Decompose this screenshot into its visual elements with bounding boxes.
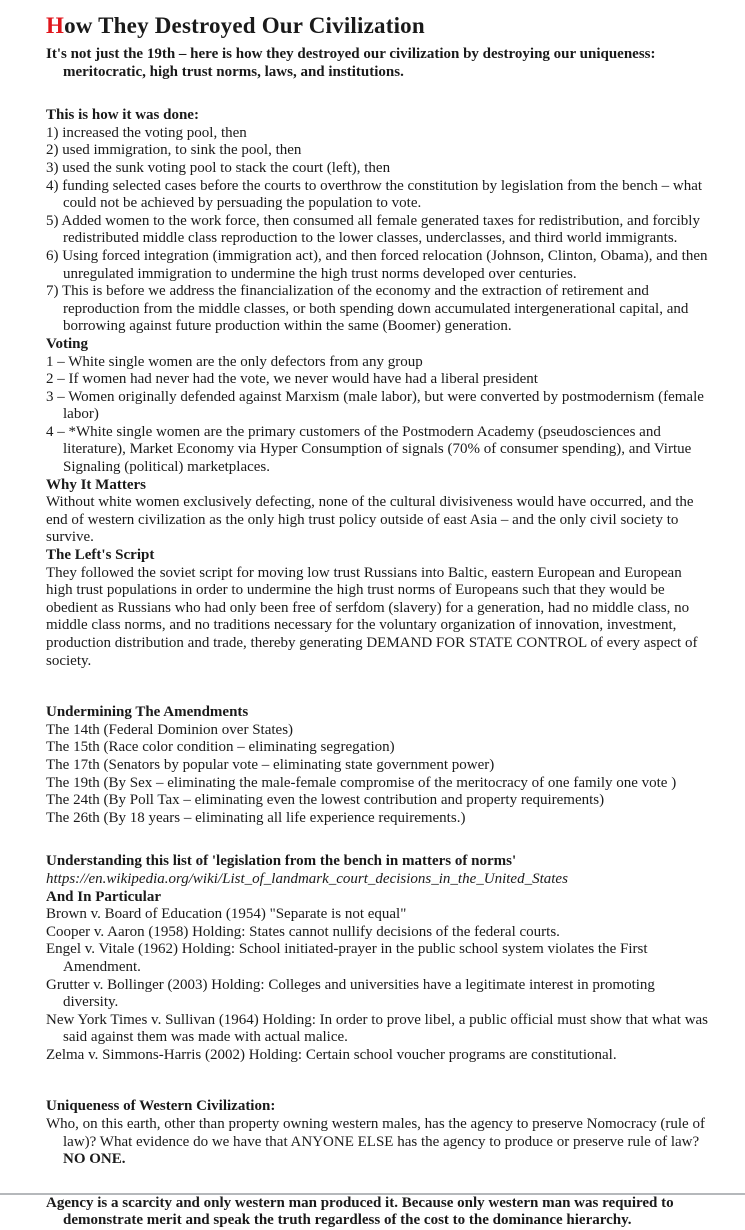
- case-item: Cooper v. Aaron (1958) Holding: States cannot nullify decisions of the federal courts.: [46, 923, 560, 940]
- list-item: 2) used immigration, to sink the pool, then: [46, 142, 302, 159]
- why-it-matters-heading: Why It Matters: [46, 476, 146, 493]
- spacer: [46, 1169, 712, 1195]
- section-voting: [46, 336, 712, 477]
- section-amendments: [46, 704, 712, 827]
- section-court-decisions: [46, 853, 712, 1064]
- amendment-item: The 14th (Federal Dominion over States): [46, 721, 294, 738]
- list-item: 3) used the sunk voting pool to stack the court (left), then: [46, 159, 391, 176]
- understanding-heading: Understanding this list of 'legislation from the bench in matters of norms': [46, 853, 517, 870]
- title-text: ow They Destroyed Our Civilization: [64, 13, 425, 38]
- spacer: [46, 1064, 712, 1098]
- case-item: Grutter v. Bollinger (2003) Holding: Colleges and universities have a legitimate interest in promoting diversity.: [46, 976, 655, 1011]
- document-title: [46, 12, 712, 40]
- how-done-heading: This is how it was done:: [46, 107, 199, 124]
- section-how-it-was-done: [46, 107, 712, 336]
- bottom-border-line: [0, 1193, 745, 1195]
- amendment-item: The 17th (Senators by popular vote – eliminating state government power): [46, 756, 495, 773]
- spacer: [46, 827, 712, 853]
- case-item: Engel v. Vitale (1962) Holding: School initiated-prayer in the public school system violates the First Amendment.: [46, 941, 648, 975]
- voting-item: 4 – *White single women are the primary customers of the Postmodern Academy (pseudosciences and literature), Market Economy via Hyper Consumption of signals (70% of consumer spending), and Virtue Signaling (political) marketplaces.: [46, 423, 692, 476]
- list-item: 7) This is before we address the financialization of the economy and the extraction of retirement and reproduction from the middle classes, or both spending down accumulated intergenerational capital, and borrowing against future production within the same (Boomer) generation.: [46, 283, 689, 335]
- wikipedia-link[interactable]: https://en.wikipedia.org/wiki/List_of_landmark_court_decisions_in_the_United_States: [46, 870, 568, 887]
- list-item: 6) Using forced integration (immigration act), and then forced relocation (Johnson, Clinton, Obama), and then unregulated immigration to undermine the high trust norms developed over centuries.: [46, 247, 708, 282]
- intro-paragraph: It's not just the 19th – here is how they destroyed our civilization by destroying our uniqueness: meritocratic, high trust norms, laws, and institutions.: [46, 46, 656, 80]
- case-item: Zelma v. Simmons-Harris (2002) Holding: Certain school voucher programs are constitutional.: [46, 1046, 617, 1063]
- uniqueness-body-text: Who, on this earth, other than property owning western males, has the agency to preserve Nomocracy (rule of law)? What evidence do we have that ANYONE ELSE has the agency to produce or preserve rule of law?: [46, 1116, 705, 1150]
- section-why-it-matters: [46, 477, 712, 547]
- voting-heading: Voting: [46, 335, 88, 352]
- amendment-item: The 26th (By 18 years – eliminating all life experience requirements.): [46, 809, 466, 826]
- no-one-emphasis: NO ONE.: [63, 1151, 126, 1168]
- section-lefts-script: [46, 547, 712, 670]
- spacer: [46, 670, 712, 704]
- why-it-matters-paragraph: Without white women exclusively defecting, none of the cultural divisiveness would have occurred, and the end of western civilization as the only high trust policy outside of east Asia – and the only civil society to survive.: [46, 494, 694, 546]
- list-item: 5) Added women to the work force, then consumed all female generated taxes for redistribution, and forcibly redistributed middle class reproduction to the lower classes, underclasses, and third world immigrants.: [46, 212, 700, 247]
- uniqueness-paragraph: [46, 1116, 712, 1169]
- title-accent-letter: H: [46, 13, 65, 38]
- case-item: New York Times v. Sullivan (1964) Holding: In order to prove libel, a public official must show that what was said against them was made with actual malice.: [46, 1011, 709, 1046]
- and-in-particular-heading: And In Particular: [46, 888, 162, 905]
- case-item: Brown v. Board of Education (1954) "Separate is not equal": [46, 906, 407, 923]
- voting-item: 2 – If women had never had the vote, we never would have had a liberal president: [46, 371, 538, 388]
- amendment-item: The 19th (By Sex – eliminating the male-female compromise of the meritocracy of one family one vote ): [46, 774, 677, 791]
- list-item: 4) funding selected cases before the courts to overthrow the constitution by legislation from the bench – what could not be achieved by persuading the population to vote.: [46, 177, 703, 212]
- uniqueness-heading: Uniqueness of Western Civilization:: [46, 1098, 276, 1115]
- amendments-heading: Undermining The Amendments: [46, 704, 249, 721]
- closing-paragraph: Agency is a scarcity and only western man produced it. Because only western man was required to demonstrate merit and speak the truth regardless of the cost to the dominance hierarchy.: [46, 1194, 674, 1229]
- spacer: [46, 81, 712, 107]
- list-item: 1) increased the voting pool, then: [46, 124, 247, 141]
- amendment-item: The 15th (Race color condition – eliminating segregation): [46, 739, 395, 756]
- voting-item: 3 – Women originally defended against Marxism (male labor), but were converted by postmodernism (female labor): [46, 388, 704, 423]
- voting-item: 1 – White single women are the only defectors from any group: [46, 353, 423, 370]
- lefts-script-heading: The Left's Script: [46, 547, 155, 564]
- amendment-item: The 24th (By Poll Tax – eliminating even the lowest contribution and property requirements): [46, 792, 605, 809]
- lefts-script-paragraph: They followed the soviet script for moving low trust Russians into Baltic, eastern European and European high trust populations in order to undermine the high trust norms of Europeans such that they would be obedient as Russians who had only been free of serfdom (slavery) for a generation, had no middle class, no middle class norms, and no traditions necessary for the voluntary organization of innovation, investment, production distribution and trade, thereby generating DEMAND FOR STATE CONTROL of every aspect of society.: [46, 564, 698, 669]
- section-uniqueness: [46, 1098, 712, 1168]
